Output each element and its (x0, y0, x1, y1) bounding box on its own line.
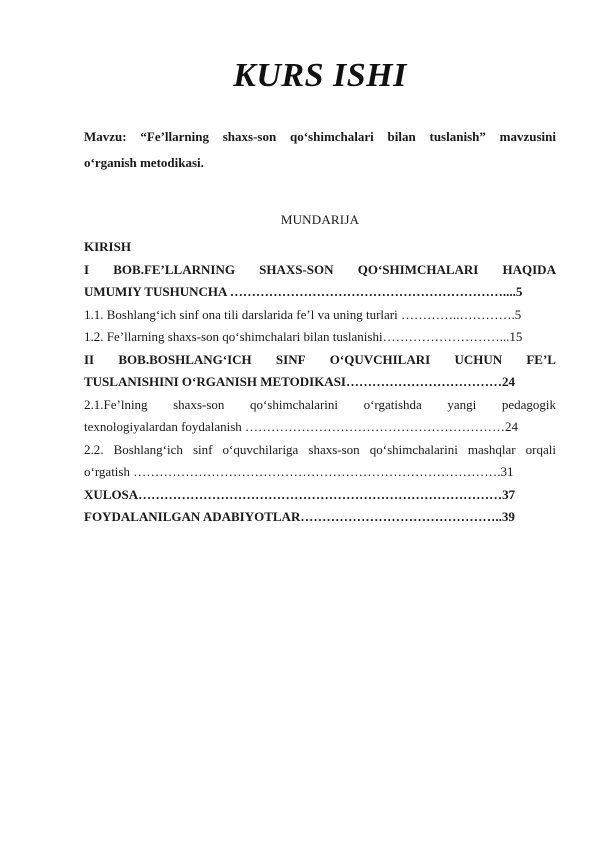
toc-item-2-2-line-1[interactable] (84, 439, 556, 462)
toc-chapter-1-line-1[interactable] (84, 259, 556, 282)
toc-word: BOB.BOSHLANG‘ICH (118, 351, 252, 367)
toc-word: 2.1.Fe’lning (84, 396, 148, 412)
toc-word: SINF (275, 351, 306, 367)
toc-word: qo‘shimchalarini (369, 441, 458, 457)
topic-word: shaxs-son (222, 129, 277, 144)
toc-item-2-1-line-2[interactable]: texnologiyalardan foydalanish ……………………………………………………24 (84, 419, 519, 434)
topic-paragraph (84, 124, 556, 176)
toc-word: Boshlang‘ich (113, 441, 183, 457)
toc-item-2-2-line-2[interactable]: o‘rgatish ………………………………………………………………………….31 (84, 464, 514, 479)
toc-heading: MUNDARIJA (280, 212, 360, 227)
toc-xulosa[interactable]: XULOSA…………………………………………………………………………37 (84, 486, 516, 502)
toc-word: yangi (447, 396, 477, 412)
toc-item-2-1-line-1[interactable] (84, 394, 556, 417)
topic-word: bilan (387, 129, 416, 144)
table-of-contents (84, 236, 556, 529)
toc-chapter-2-line-2[interactable]: TUSLANISHINI O‘RGANISH METODIKASI………………………………24 (84, 374, 515, 389)
document-page (84, 0, 556, 842)
toc-word: UCHUN (454, 351, 503, 367)
topic-word: Mavzu: (84, 129, 127, 144)
toc-word: sinf (192, 441, 213, 457)
toc-word: o‘rgatishda (363, 396, 422, 412)
toc-word: shaxs-son (308, 441, 360, 457)
toc-word: orqali (525, 441, 556, 457)
toc-word: II (84, 351, 95, 367)
toc-chapter-2-line-1[interactable] (84, 349, 556, 372)
toc-adabiyotlar[interactable]: FOYDALANILGAN ADABIYOTLAR………………………………………..39 (84, 509, 515, 524)
document-title: KURS ISHI (233, 57, 407, 94)
toc-item-1-1[interactable]: 1.1. Boshlang‘ich sinf ona tili darslarida fe’l va uning turlari …………..………….5 (84, 306, 522, 322)
toc-item-1-2[interactable]: 1.2. Fe’llarning shaxs-son qo‘shimchalari bilan tuslanishi………………………...15 (84, 329, 523, 344)
toc-word: FE’L (526, 351, 556, 367)
toc-word: I (84, 261, 90, 277)
toc-kirish[interactable]: KIRISH (84, 239, 131, 254)
toc-word: mashqlar (467, 441, 516, 457)
topic-word: “Fe’llarning (140, 129, 209, 144)
toc-word: shaxs-son (173, 396, 225, 412)
topic-word: mavzusini (499, 129, 556, 144)
toc-word: SHAXS-SON (259, 261, 334, 277)
toc-word: 2.2. (84, 441, 104, 457)
topic-word: qo‘shimchalari (289, 129, 374, 144)
toc-word: HAQIDA (502, 261, 556, 277)
toc-word: o‘quvchilariga (222, 441, 299, 457)
toc-word: O‘QUVCHILARI (329, 351, 431, 367)
toc-word: qo‘shimchalarini (249, 396, 339, 412)
topic-line-1 (84, 124, 556, 150)
toc-chapter-1-line-2[interactable]: UMUMIY TUSHUNCHA ………………………………………………………....5 (84, 284, 523, 299)
toc-word: QO‘SHIMCHALARI (357, 261, 479, 277)
topic-line-2: o‘rganish metodikasi. (84, 155, 204, 170)
topic-word: tuslanish” (429, 129, 486, 144)
toc-word: pedagogik (501, 396, 556, 412)
toc-word: BOB.FE’LLARNING (113, 261, 235, 277)
